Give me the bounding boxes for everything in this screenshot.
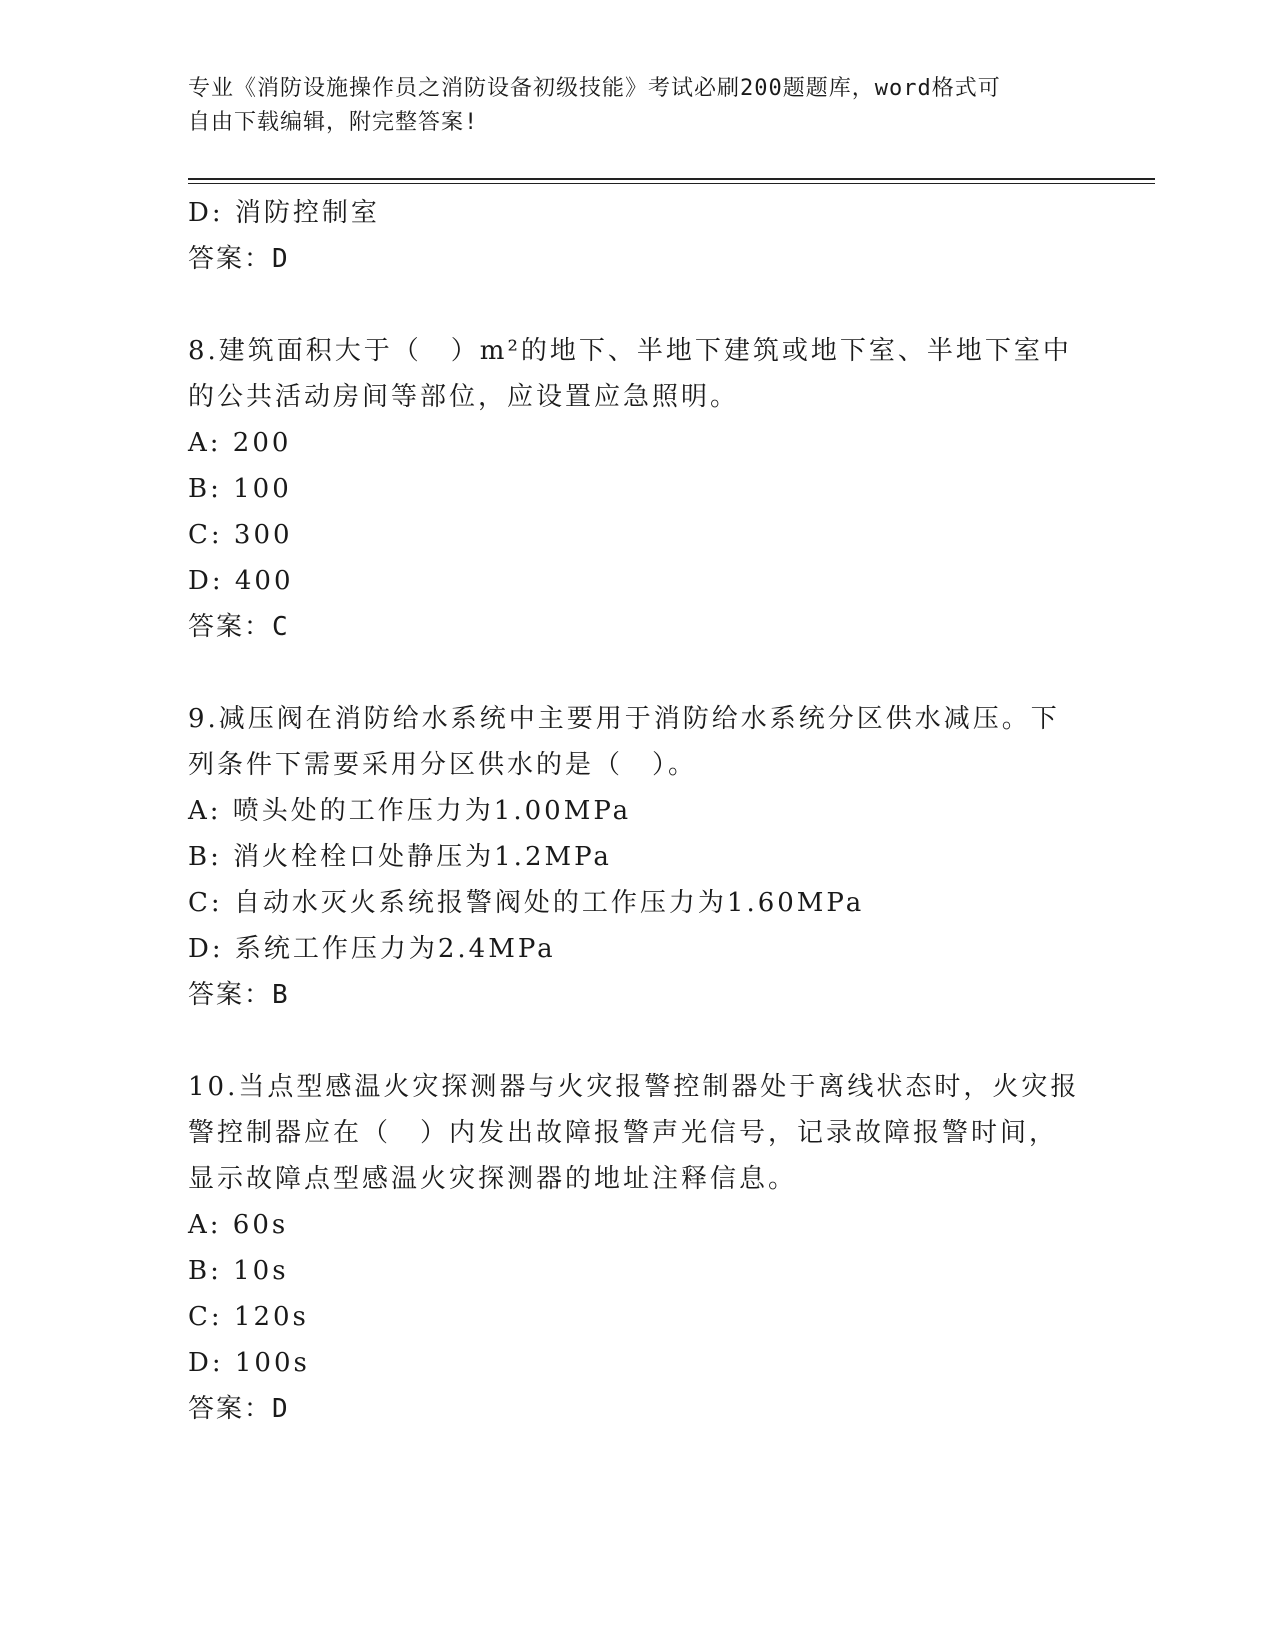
q10-option-c: C: 120s <box>188 1302 309 1332</box>
document-body <box>188 190 1088 1432</box>
spacer <box>188 650 1088 696</box>
q9-option-b: B: 消火栓栓口处静压为1.2MPa <box>188 842 612 872</box>
q8-title-line-1: 8.建筑面积大于（ ）m²的地下、半地下建筑或地下室、半地下室中 <box>188 336 1072 366</box>
q8-answer: 答案：C <box>188 612 290 642</box>
question-10 <box>188 1064 1088 1432</box>
q10-title-line-1: 10.当点型感温火灾探测器与火灾报警控制器处于离线状态时，火灾报 <box>188 1072 1080 1102</box>
q9-option-c: C: 自动水灭火系统报警阀处的工作压力为1.60MPa <box>188 888 865 918</box>
q10-title-line-3: 显示故障点型感温火灾探测器的地址注释信息。 <box>188 1164 798 1194</box>
q8-option-b: B: 100 <box>188 474 292 504</box>
q7-answer: 答案：D <box>188 244 290 274</box>
q8-title-line-2: 的公共活动房间等部位，应设置应急照明。 <box>188 382 740 412</box>
q10-title-line-2: 警控制器应在（ ）内发出故障报警声光信号，记录故障报警时间， <box>188 1118 1059 1148</box>
q8-option-c: C: 300 <box>188 520 293 550</box>
q8-option-a: A: 200 <box>188 428 292 458</box>
question-8 <box>188 328 1088 650</box>
spacer <box>188 1018 1088 1064</box>
q10-option-d: D: 100s <box>188 1348 310 1378</box>
question-9 <box>188 696 1088 1018</box>
q8-option-d: D: 400 <box>188 566 294 596</box>
q10-option-b: B: 10s <box>188 1256 289 1286</box>
header-divider-thick <box>188 178 1155 180</box>
header-line-2: 自由下载编辑，附完整答案! <box>188 110 479 135</box>
spacer <box>188 282 1088 328</box>
header-divider-thin <box>188 183 1155 184</box>
q9-title-line-2: 列条件下需要采用分区供水的是（ ）。 <box>188 750 698 780</box>
q9-option-a: A: 喷头处的工作压力为1.00MPa <box>188 796 632 826</box>
header-line-1: 专业《消防设施操作员之消防设备初级技能》考试必刷200题题库，word格式可 <box>188 76 1001 101</box>
document-header <box>188 72 1068 140</box>
q9-title-line-1: 9.减压阀在消防给水系统中主要用于消防给水系统分区供水减压。下 <box>188 704 1060 734</box>
q10-answer: 答案：D <box>188 1394 290 1424</box>
question-7-tail <box>188 190 1088 282</box>
q9-option-d: D: 系统工作压力为2.4MPa <box>188 934 556 964</box>
q7-option-d: D: 消防控制室 <box>188 198 380 228</box>
q9-answer: 答案：B <box>188 980 290 1010</box>
q10-option-a: A: 60s <box>188 1210 289 1240</box>
